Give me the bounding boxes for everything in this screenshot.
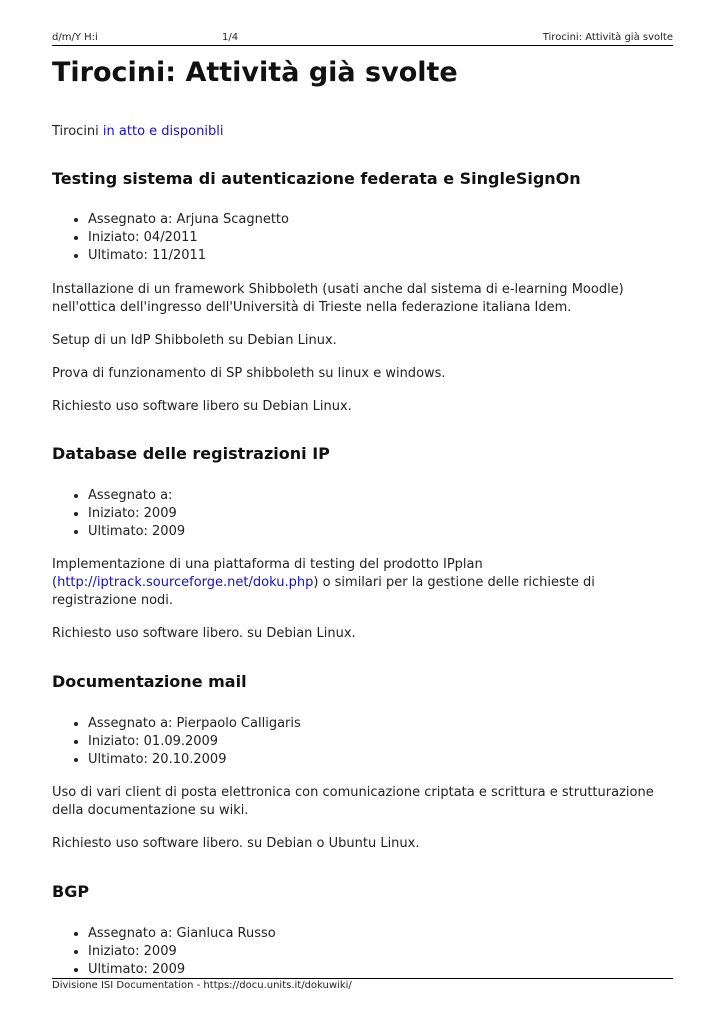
list-item: • Iniziato: 04/2011: [88, 229, 677, 247]
section-title: BGP: [52, 882, 90, 901]
section-title: Testing sistema di autenticazione federata e SingleSignOn: [52, 169, 581, 188]
list-item: • Ultimato: 2009: [88, 961, 677, 979]
document-body: [52, 54, 677, 979]
list-item: • Ultimato: 20.10.2009: [88, 751, 677, 769]
page-header: [52, 32, 673, 46]
section-paragraph: Richiesto uso software libero. su Debian o Ubuntu Linux.: [52, 836, 420, 851]
section-details-list: [52, 715, 677, 769]
page-footer: Divisione ISI Documentation - https://docu.units.it/dokuwiki/: [52, 978, 673, 991]
section-paragraph: Prova di funzionamento di SP shibboleth su linux e windows.: [52, 366, 446, 381]
list-item: • Iniziato: 2009: [88, 505, 677, 523]
header-page-number: 1/4: [222, 32, 239, 43]
intro-link[interactable]: in atto e disponibli: [102, 124, 224, 139]
list-item: • Ultimato: 11/2011: [88, 247, 677, 265]
section-paragraph: [52, 556, 677, 610]
list-item: • Iniziato: 01.09.2009: [88, 733, 677, 751]
page-title: Tirocini: Attività già svolte: [52, 57, 458, 88]
list-item: • Assegnato a:: [88, 487, 677, 505]
section-paragraph: Uso di vari client di posta elettronica con comunicazione criptata e scrittura e strutturazione della documentazione su wiki.: [52, 785, 654, 818]
section-details-list: [52, 925, 677, 979]
section-details-list: [52, 211, 677, 265]
paragraph-text: Implementazione di una piattaforma di testing del prodotto IPplan (: [52, 557, 483, 590]
header-doc-title: Tirocini: Attività già svolte: [542, 32, 673, 43]
paragraph-text: ) o similari per la gestione delle richieste di registrazione nodi.: [52, 575, 595, 608]
section-paragraph: Richiesto uso software libero su Debian Linux.: [52, 399, 352, 414]
section-paragraph: Installazione di un framework Shibboleth (usati anche dal sistema di e-learning Moodle) nell'ottica dell'ingresso dell'Università di Trieste nella federazione italiana Idem.: [52, 282, 624, 315]
section-title: Database delle registrazioni IP: [52, 444, 330, 463]
intro-prefix: Tirocini: [52, 124, 99, 139]
section-title: Documentazione mail: [52, 672, 247, 691]
list-item: • Ultimato: 2009: [88, 523, 677, 541]
list-item: • Assegnato a: Gianluca Russo: [88, 925, 677, 943]
list-item: • Assegnato a: Pierpaolo Calligaris: [88, 715, 677, 733]
list-item: • Iniziato: 2009: [88, 943, 677, 961]
intro-line: [52, 123, 677, 141]
list-item: • Assegnato a: Arjuna Scagnetto: [88, 211, 677, 229]
section-details-list: [52, 487, 677, 541]
section-paragraph: Richiesto uso software libero. su Debian Linux.: [52, 626, 356, 641]
section-paragraph: Setup di un IdP Shibboleth su Debian Linux.: [52, 333, 337, 348]
header-date: d/m/Y H:i: [52, 32, 98, 43]
iptrack-link[interactable]: http://iptrack.sourceforge.net/doku.php: [57, 575, 314, 590]
